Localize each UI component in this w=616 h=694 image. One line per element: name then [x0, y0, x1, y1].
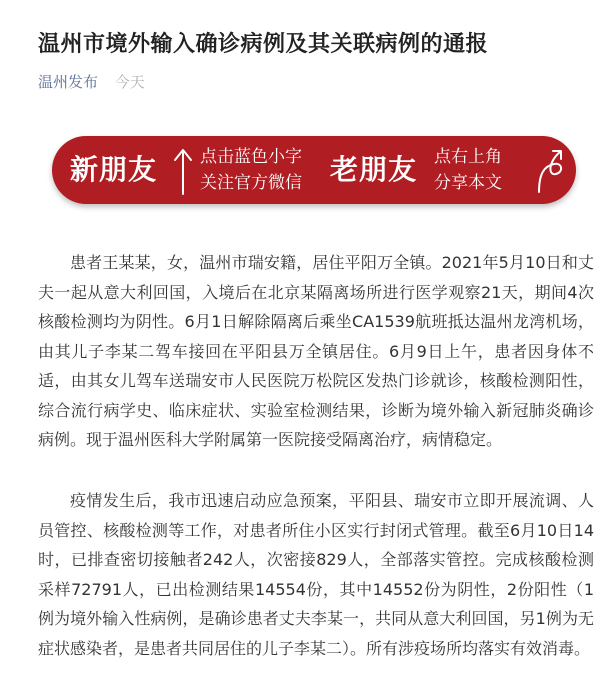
- article-paragraph-1: 患者王某某，女，温州市瑞安籍，居住平阳万全镇。2021年5月10日和丈夫一起从意大利回国，入境后在北京某隔离场所进行医学观察21天，期间4次核酸检测均为阴性。6月1日解除隔离后乘坐CA1539航班抵达温州龙湾机场，由其儿子李某二驾车接回在平阳县万全镇居住。6月9日上午，患者因身体不适，由其女儿驾车送瑞安市人民医院万松院区发热门诊就诊，核酸检测阳性，综合流行病学史、临床症状、实验室检测结果，诊断为境外输入新冠肺炎确诊病例。现于温州医科大学附属第一医院接受隔离治疗，病情稳定。: [38, 253, 594, 449]
- publish-date: 今天: [114, 73, 145, 91]
- banner-share-hint-line1: 点右上角: [434, 147, 502, 167]
- article-meta: [38, 72, 145, 92]
- follow-share-banner[interactable]: [52, 136, 576, 204]
- account-name-link[interactable]: 温州发布: [38, 73, 99, 91]
- banner-follow-hint-line1: 点击蓝色小字: [200, 147, 302, 167]
- banner-share-hint-line2: 分享本文: [434, 173, 502, 193]
- arrow-up-icon: [172, 146, 194, 200]
- banner-old-friend-label: 老朋友: [330, 153, 418, 186]
- banner-follow-hint: [200, 144, 302, 196]
- curved-arrow-icon: [534, 144, 568, 200]
- banner-share-hint: [434, 144, 502, 196]
- banner-new-friend-label: 新朋友: [70, 153, 158, 186]
- article-paragraph-2: 疫情发生后，我市迅速启动应急预案，平阳县、瑞安市立即开展流调、人员管控、核酸检测等工作，对患者所住小区实行封闭式管理。截至6月10日14时，已排查密切接触者242人，次密接829人，全部落实管控。完成核酸检测采样72791人，已出检测结果14554份，其中14552份为阴性，2份阳性（1例为境外输入性病例，是确诊患者丈夫李某一，共同从意大利回国，另1例为无症状感染者，是患者共同居住的儿子李某二）。所有涉疫场所均落实有效消毒。: [38, 491, 594, 658]
- banner-follow-hint-line2: 关注官方微信: [200, 173, 302, 193]
- article-title: 温州市境外输入确诊病例及其关联病例的通报: [38, 32, 489, 57]
